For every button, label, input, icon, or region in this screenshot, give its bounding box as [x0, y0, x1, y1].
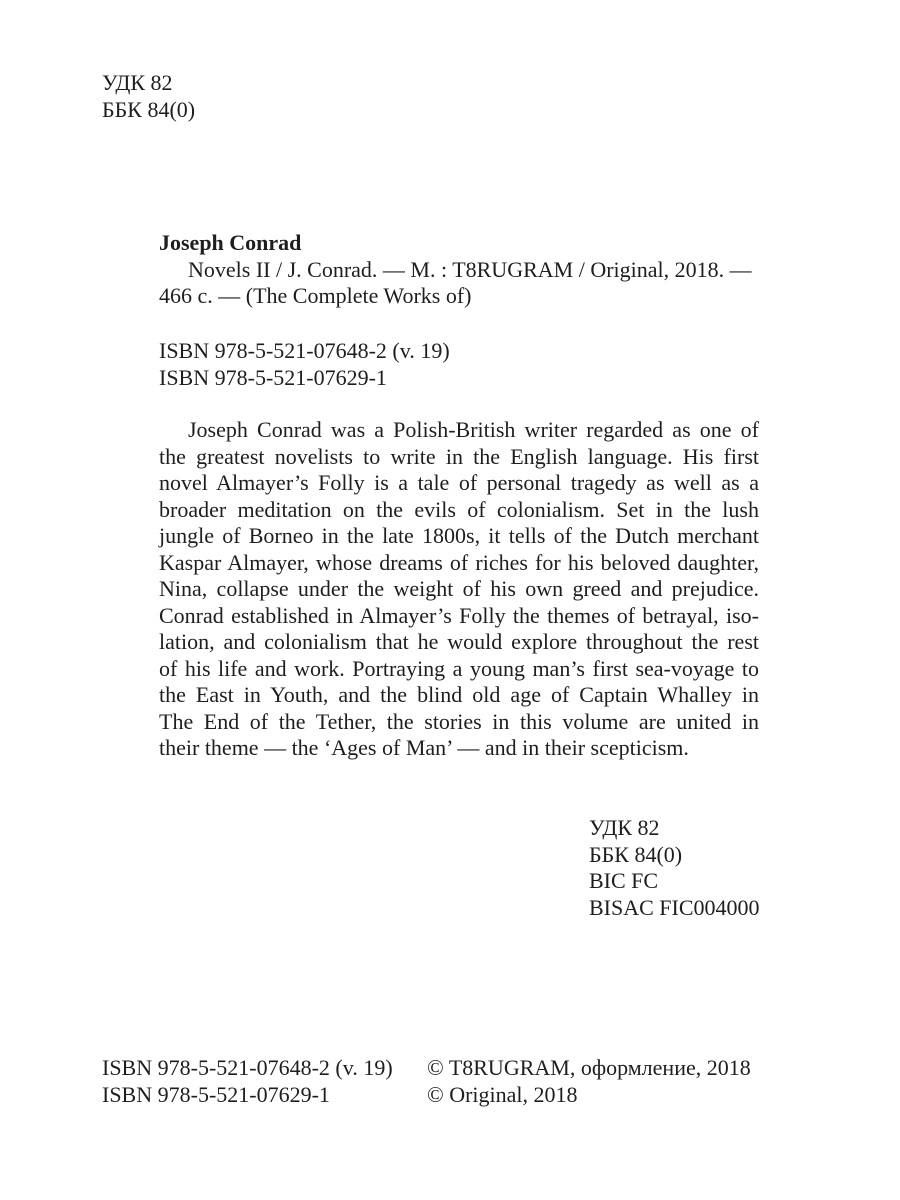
annotation-line: novel Almayer’s Folly is a tale of personal tragedy as well as a — [159, 470, 759, 495]
bisac-code: BISAC FIC004000 — [589, 894, 760, 920]
classification-codes-block — [589, 815, 760, 921]
classification-top-block — [102, 70, 195, 123]
annotation-line: Nina, collapse under the weight of his own greed and prejudice. — [159, 576, 759, 601]
isbn-set: ISBN 978-5-521-07629-1 — [102, 1081, 330, 1107]
catalog-description-line: 466 c. — (The Complete Works of) — [159, 283, 472, 308]
annotation-line: their theme — the ‘Ages of Man’ — and in their scepticism. — [159, 735, 689, 760]
isbn-volume: ISBN 978-5-521-07648-2 (v. 19) — [159, 338, 450, 363]
udk-code: УДК 82 — [589, 815, 660, 840]
catalog-entry — [159, 230, 759, 310]
annotation-line: jungle of Borneo in the late 1800s, it tells of the Dutch merchant — [159, 523, 759, 548]
bbk-code: ББК 84(0) — [102, 96, 196, 122]
isbn-set: ISBN 978-5-521-07629-1 — [159, 364, 387, 390]
isbn-block — [159, 338, 450, 391]
bbk-code: ББК 84(0) — [589, 841, 683, 867]
isbn-volume: ISBN 978-5-521-07648-2 (v. 19) — [102, 1055, 393, 1080]
annotation-line: Conrad established in Almayer’s Folly the themes of betrayal, iso- — [159, 602, 759, 628]
bic-code: BIC FC — [589, 868, 659, 893]
catalog-description-line: Novels II / J. Conrad. — M. : T8RUGRAM / Original, 2018. — — [188, 256, 752, 282]
annotation-line: lation, and colonialism that he would explore throughout the rest — [159, 629, 759, 654]
copyright-design: © T8RUGRAM, оформление, 2018 — [427, 1055, 751, 1080]
annotation-line: broader meditation on the evils of colonialism. Set in the lush — [159, 496, 759, 522]
annotation-line: Joseph Conrad was a Polish-British writer regarded as one of — [188, 417, 759, 442]
copyright-original: © Original, 2018 — [427, 1081, 578, 1107]
annotation-line: Kaspar Almayer, whose dreams of riches for his beloved daughter, — [159, 549, 759, 575]
author-name: Joseph Conrad — [159, 230, 302, 255]
copyright-block — [427, 1055, 751, 1108]
annotation-line: The End of the Tether, the stories in this volume are united in — [159, 708, 759, 734]
bottom-isbn-block — [102, 1055, 393, 1108]
annotation-paragraph — [159, 417, 759, 762]
annotation-line: the East in Youth, and the blind old age of Captain Whalley in — [159, 682, 759, 707]
udk-code: УДК 82 — [102, 70, 173, 95]
annotation-line: the greatest novelists to write in the English language. His first — [159, 443, 759, 469]
annotation-line: of his life and work. Portraying a young man’s first sea-voyage to — [159, 655, 759, 681]
